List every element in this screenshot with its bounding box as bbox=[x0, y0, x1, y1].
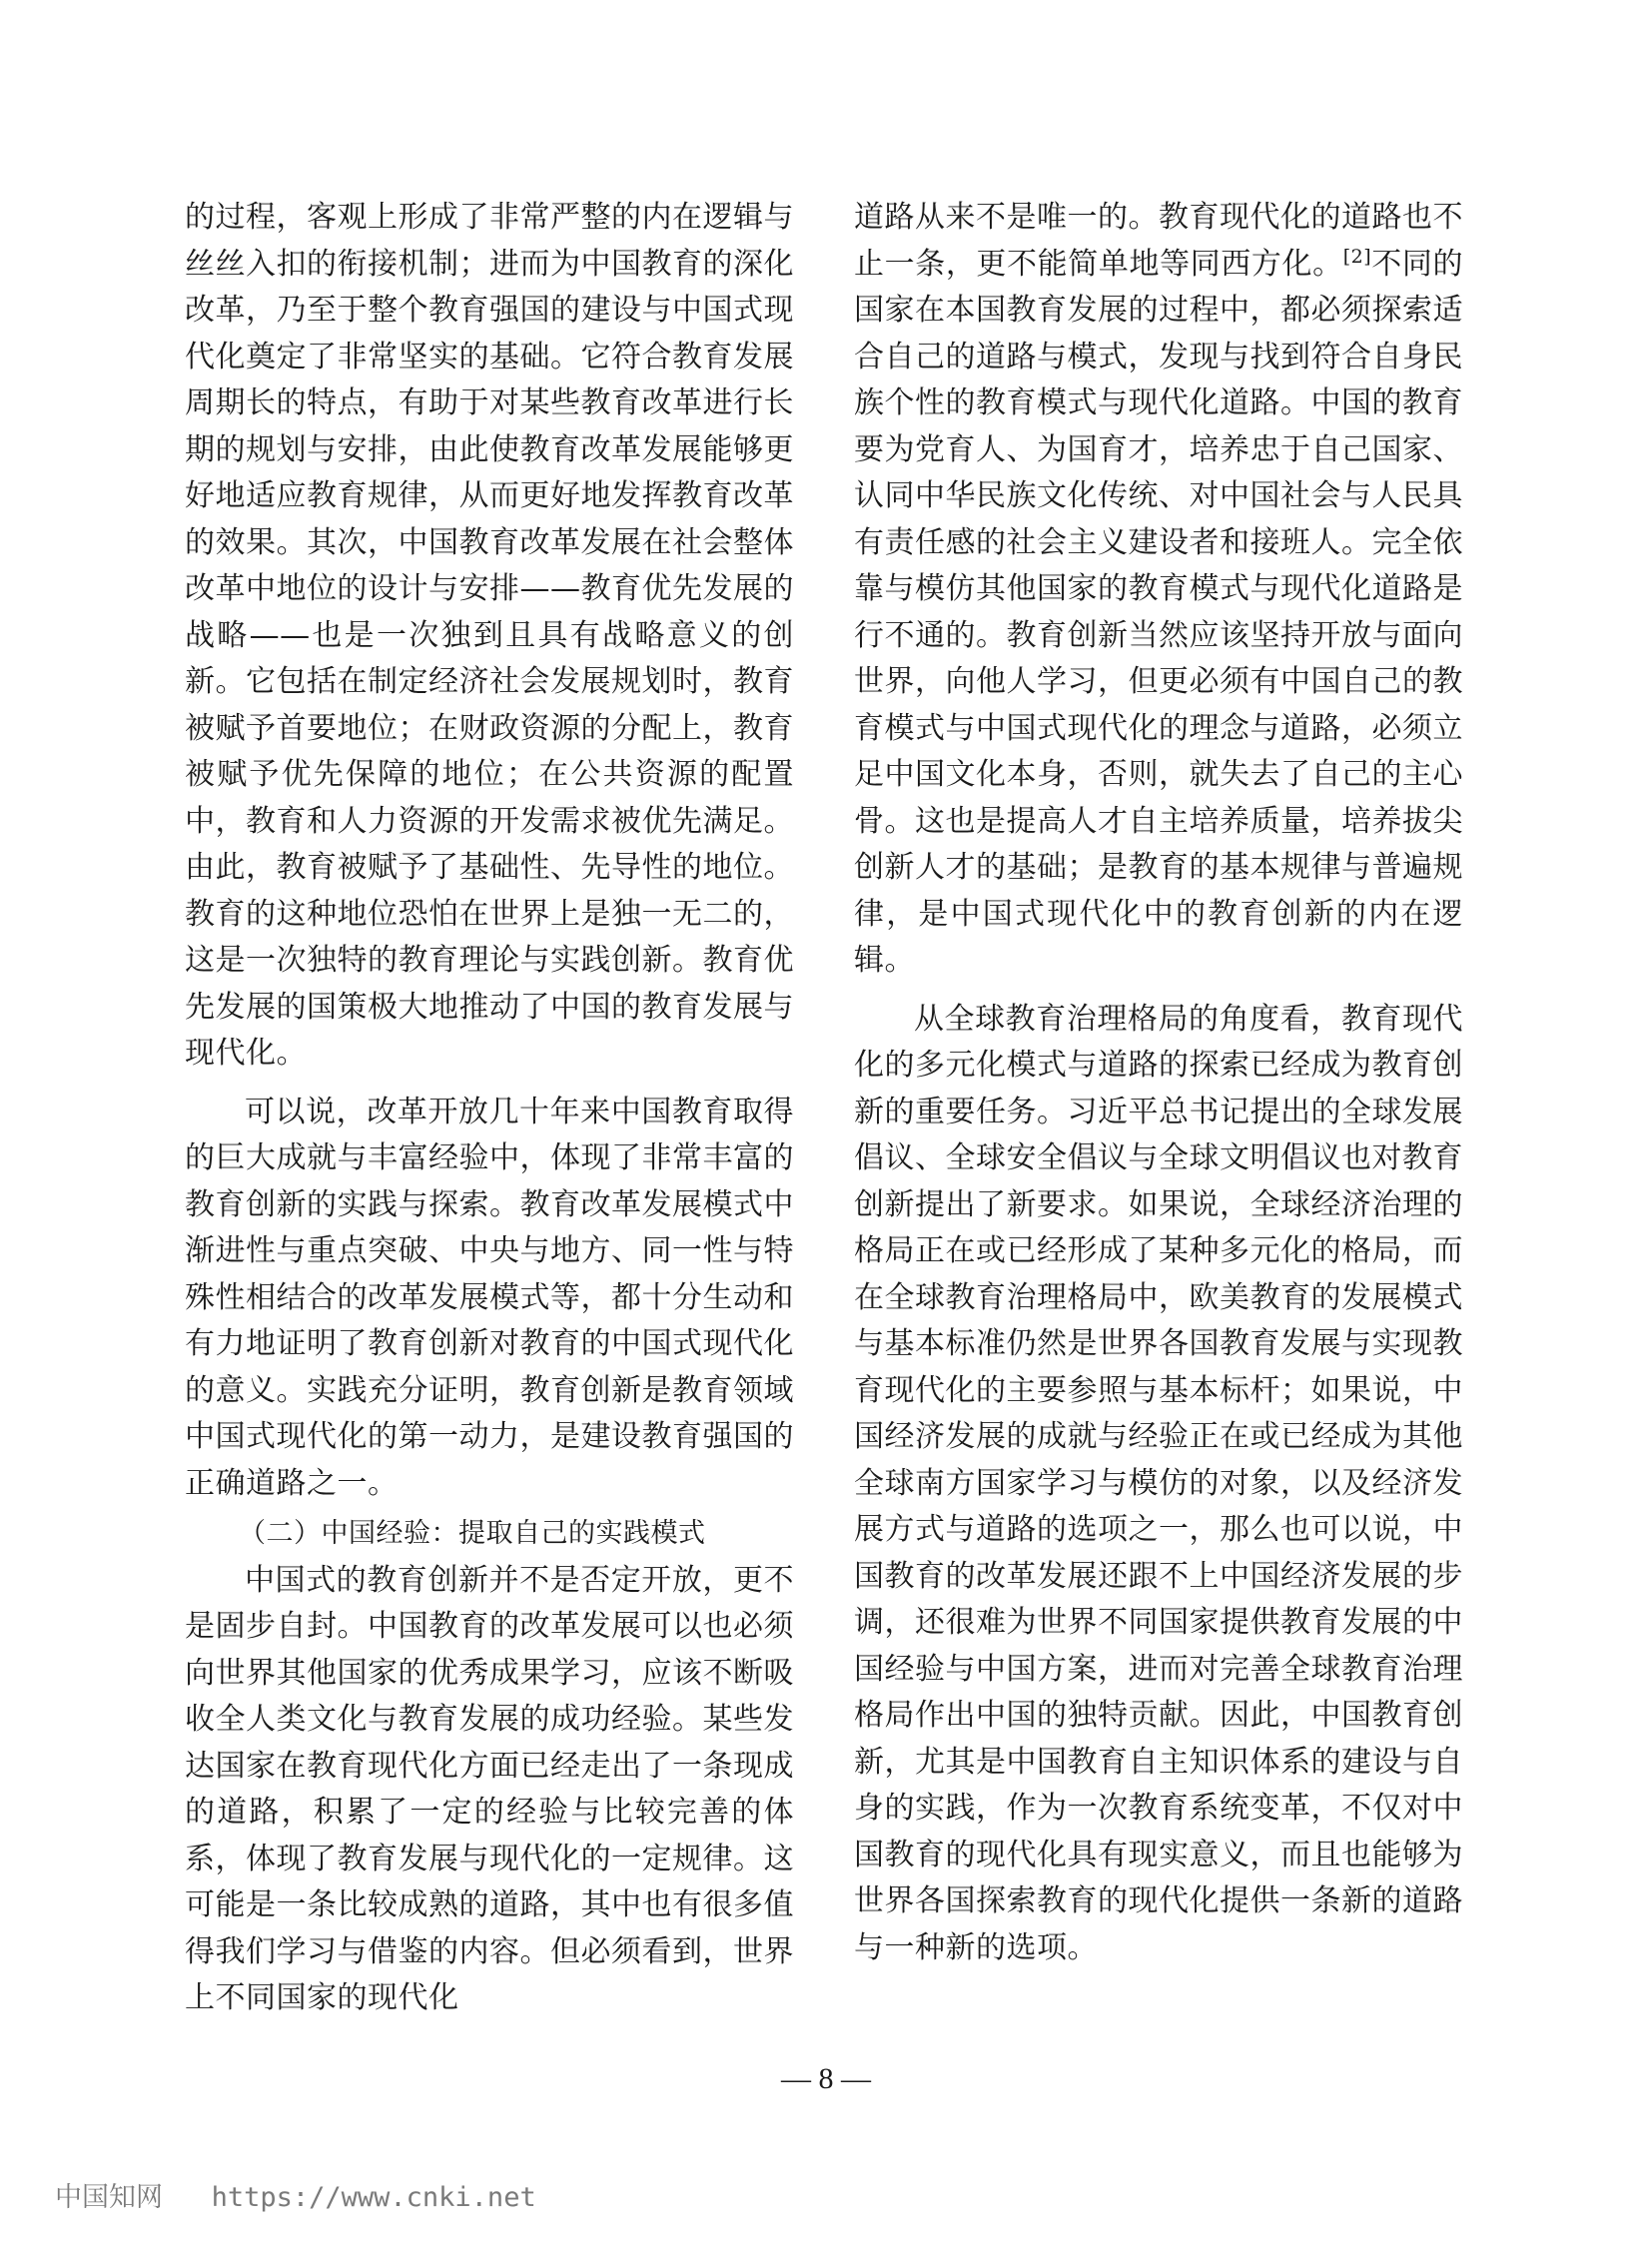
right-column bbox=[854, 195, 1463, 1971]
body-paragraph: 可以说，改革开放几十年来中国教育取得的巨大成就与丰富经验中，体现了非常丰富的教育创新的实践与探索。教育改革发展模式中渐进性与重点突破、中央与地方、同一性与特殊性相结合的改革发展模式等，都十分生动和有力地证明了教育创新对教育的中国式现代化的意义。实践充分证明，教育创新是教育领域中国式现代化的第一动力，是建设教育强国的正确道路之一。 bbox=[185, 1094, 794, 1501]
left-column bbox=[185, 195, 794, 2022]
citation-reference[interactable]: [2] bbox=[1342, 245, 1372, 268]
body-paragraph bbox=[854, 195, 1463, 985]
watermark-url[interactable]: https://www.cnki.net bbox=[211, 2182, 536, 2213]
section-subheading: （二）中国经验：提取自己的实践模式 bbox=[239, 1518, 706, 1549]
body-paragraph: 的过程，客观上形成了非常严整的内在逻辑与丝丝入扣的衔接机制；进而为中国教育的深化改革，乃至于整个教育强国的建设与中国式现代化奠定了非常坚实的基础。它符合教育发展周期长的特点，有助于对某些教育改革进行长期的规划与安排，由此使教育改革发展能够更好地适应教育规律，从而更好地发挥教育改革的效果。其次，中国教育改革发展在社会整体改革中地位的设计与安排——教育优先发展的战略——也是一次独到且具有战略意义的创新。它包括在制定经济社会发展规划时，教育被赋予首要地位；在财政资源的分配上，教育被赋予优先保障的地位；在公共资源的配置中，教育和人力资源的开发需求被优先满足。由此，教育被赋予了基础性、先导性的地位。教育的这种地位恐怕在世界上是独一无二的，这是一次独特的教育理论与实践创新。教育优先发展的国策极大地推动了中国的教育发展与现代化。 bbox=[185, 200, 794, 1071]
page-number: — 8 — bbox=[781, 2062, 871, 2095]
paragraph-text: 不同的国家在本国教育发展的过程中，都必须探索适合自己的道路与模式，发现与找到符合自身民族个性的教育模式与现代化道路。中国的教育要为党育人、为国育才，培养忠于自己国家、认同中华民族文化传统、对中国社会与人民具有责任感的社会主义建设者和接班人。完全依靠与模仿其他国家的教育模式与现代化道路是行不通的。教育创新当然应该坚持开放与面向世界，向他人学习，但更必须有中国自己的教育模式与中国式现代化的理念与道路，必须立足中国文化本身，否则，就失去了自己的主心骨。这也是提高人才自主培养质量，培养拔尖创新人才的基础；是教育的基本规律与普遍规律，是中国式现代化中的教育创新的内在逻辑。 bbox=[854, 246, 1463, 978]
body-paragraph: 中国式的教育创新并不是否定开放，更不是固步自封。中国教育的改革发展可以也必须向世界其他国家的优秀成果学习，应该不断吸收全人类文化与教育发展的成功经验。某些发达国家在教育现代化方面已经走出了一条现成的道路，积累了一定的经验与比较完善的体系，体现了教育发展与现代化的一定规律。这可能是一条比较成熟的道路，其中也有很多值得我们学习与借鉴的内容。但必须看到，世界上不同国家的现代化 bbox=[185, 1562, 794, 2015]
watermark-site-name: 中国知网 bbox=[55, 2182, 163, 2213]
body-paragraph: 从全球教育治理格局的角度看，教育现代化的多元化模式与道路的探索已经成为教育创新的重要任务。习近平总书记提出的全球发展倡议、全球安全倡议与全球文明倡议也对教育创新提出了新要求。如果说，全球经济治理的格局正在或已经形成了某种多元化的格局，而在全球教育治理格局中，欧美教育的发展模式与基本标准仍然是世界各国教育发展与实现教育现代化的主要参照与基本标杆；如果说，中国经济发展的成就与经验正在或已经成为其他全球南方国家学习与模仿的对象，以及经济发展方式与道路的选项之一，那么也可以说，中国教育的改革发展还跟不上中国经济发展的步调，还很难为世界不同国家提供教育发展的中国经验与中国方案，进而对完善全球教育治理格局作出中国的独特贡献。因此，中国教育创新，尤其是中国教育自主知识体系的建设与自身的实践，作为一次教育系统变革，不仅对中国教育的现代化具有现实意义，而且也能够为世界各国探索教育的现代化提供一条新的道路与一种新的选项。 bbox=[854, 1001, 1463, 1965]
watermark bbox=[55, 2175, 536, 2214]
paragraph-text: 道路从来不是唯一的。教育现代化的道路也不止一条，更不能简单地等同西方化。 bbox=[854, 200, 1463, 282]
